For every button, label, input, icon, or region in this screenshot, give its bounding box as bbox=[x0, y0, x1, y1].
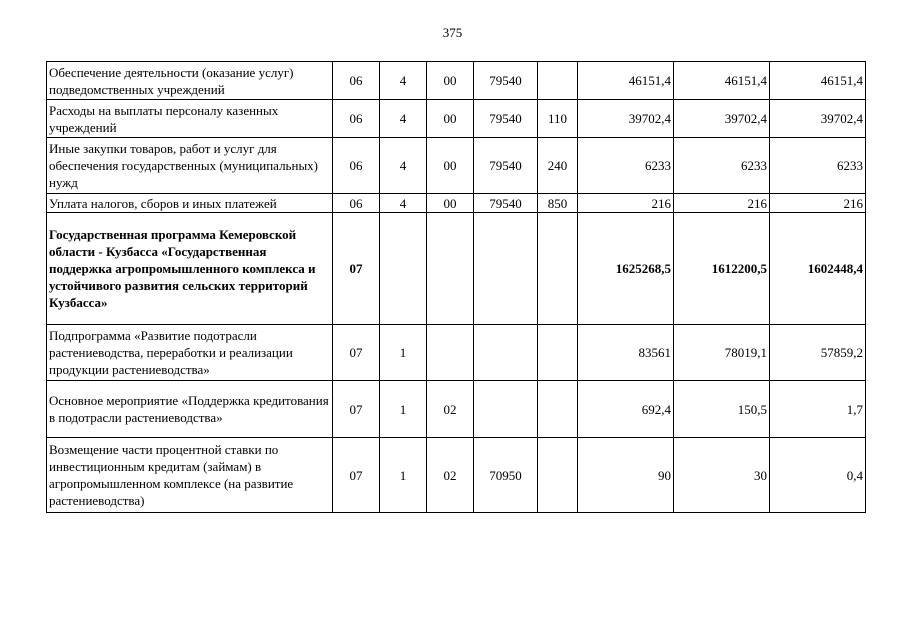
subsection-code: 4 bbox=[380, 138, 427, 194]
section-code: 06 bbox=[333, 100, 380, 138]
amount-year-1: 1625268,5 bbox=[578, 213, 674, 325]
subsection-code: 1 bbox=[380, 381, 427, 438]
amount-year-2: 46151,4 bbox=[674, 62, 770, 100]
row-name: Государственная программа Кемеровской области - Кузбасса «Государственная поддержка агропромышленного комплекса и устойчивого развития сельских территорий Кузбасса» bbox=[47, 213, 333, 325]
amount-year-3: 6233 bbox=[770, 138, 866, 194]
amount-year-3: 0,4 bbox=[770, 438, 866, 513]
program-code: 02 bbox=[427, 381, 474, 438]
expense-type-code bbox=[538, 325, 578, 381]
budget-table bbox=[46, 61, 866, 513]
amount-year-3: 1,7 bbox=[770, 381, 866, 438]
program-code: 02 bbox=[427, 438, 474, 513]
program-code: 00 bbox=[427, 194, 474, 213]
row-name: Обеспечение деятельности (оказание услуг) подведомственных учреждений bbox=[47, 62, 333, 100]
subsection-code: 4 bbox=[380, 194, 427, 213]
subsection-code: 4 bbox=[380, 62, 427, 100]
program-code bbox=[427, 213, 474, 325]
program-code: 00 bbox=[427, 100, 474, 138]
section-code: 06 bbox=[333, 138, 380, 194]
target-code bbox=[474, 325, 538, 381]
target-code: 79540 bbox=[474, 138, 538, 194]
section-code: 07 bbox=[333, 381, 380, 438]
amount-year-1: 83561 bbox=[578, 325, 674, 381]
amount-year-2: 39702,4 bbox=[674, 100, 770, 138]
program-code bbox=[427, 325, 474, 381]
expense-type-code bbox=[538, 381, 578, 438]
table-row bbox=[47, 194, 866, 213]
amount-year-1: 692,4 bbox=[578, 381, 674, 438]
amount-year-2: 150,5 bbox=[674, 381, 770, 438]
expense-type-code: 850 bbox=[538, 194, 578, 213]
table-row bbox=[47, 138, 866, 194]
amount-year-1: 6233 bbox=[578, 138, 674, 194]
amount-year-2: 30 bbox=[674, 438, 770, 513]
table-row bbox=[47, 100, 866, 138]
section-code: 07 bbox=[333, 213, 380, 325]
amount-year-3: 216 bbox=[770, 194, 866, 213]
section-code: 06 bbox=[333, 194, 380, 213]
target-code: 79540 bbox=[474, 194, 538, 213]
target-code: 79540 bbox=[474, 62, 538, 100]
table-row bbox=[47, 438, 866, 513]
table-row bbox=[47, 62, 866, 100]
subsection-code: 4 bbox=[380, 100, 427, 138]
amount-year-2: 1612200,5 bbox=[674, 213, 770, 325]
row-name: Основное мероприятие «Поддержка кредитования в подотрасли растениеводства» bbox=[47, 381, 333, 438]
expense-type-code: 110 bbox=[538, 100, 578, 138]
amount-year-2: 6233 bbox=[674, 138, 770, 194]
amount-year-2: 216 bbox=[674, 194, 770, 213]
program-code: 00 bbox=[427, 62, 474, 100]
row-name: Возмещение части процентной ставки по инвестиционным кредитам (займам) в агропромышленном комплексе (на развитие растениеводства) bbox=[47, 438, 333, 513]
section-code: 07 bbox=[333, 438, 380, 513]
row-name: Иные закупки товаров, работ и услуг для обеспечения государственных (муниципальных) нужд bbox=[47, 138, 333, 194]
row-name: Расходы на выплаты персоналу казенных учреждений bbox=[47, 100, 333, 138]
target-code bbox=[474, 381, 538, 438]
table-row bbox=[47, 381, 866, 438]
expense-type-code bbox=[538, 438, 578, 513]
amount-year-1: 216 bbox=[578, 194, 674, 213]
target-code bbox=[474, 213, 538, 325]
amount-year-3: 39702,4 bbox=[770, 100, 866, 138]
table-row bbox=[47, 213, 866, 325]
amount-year-3: 1602448,4 bbox=[770, 213, 866, 325]
amount-year-2: 78019,1 bbox=[674, 325, 770, 381]
page-number: 375 bbox=[442, 25, 463, 40]
expense-type-code: 240 bbox=[538, 138, 578, 194]
amount-year-3: 46151,4 bbox=[770, 62, 866, 100]
amount-year-1: 39702,4 bbox=[578, 100, 674, 138]
target-code: 70950 bbox=[474, 438, 538, 513]
subsection-code: 1 bbox=[380, 438, 427, 513]
target-code: 79540 bbox=[474, 100, 538, 138]
amount-year-3: 57859,2 bbox=[770, 325, 866, 381]
subsection-code bbox=[380, 213, 427, 325]
section-code: 06 bbox=[333, 62, 380, 100]
program-code: 00 bbox=[427, 138, 474, 194]
subsection-code: 1 bbox=[380, 325, 427, 381]
section-code: 07 bbox=[333, 325, 380, 381]
row-name: Уплата налогов, сборов и иных платежей bbox=[47, 194, 333, 213]
table-row bbox=[47, 325, 866, 381]
expense-type-code bbox=[538, 213, 578, 325]
amount-year-1: 90 bbox=[578, 438, 674, 513]
expense-type-code bbox=[538, 62, 578, 100]
amount-year-1: 46151,4 bbox=[578, 62, 674, 100]
row-name: Подпрограмма «Развитие подотрасли растениеводства, переработки и реализации продукции растениеводства» bbox=[47, 325, 333, 381]
